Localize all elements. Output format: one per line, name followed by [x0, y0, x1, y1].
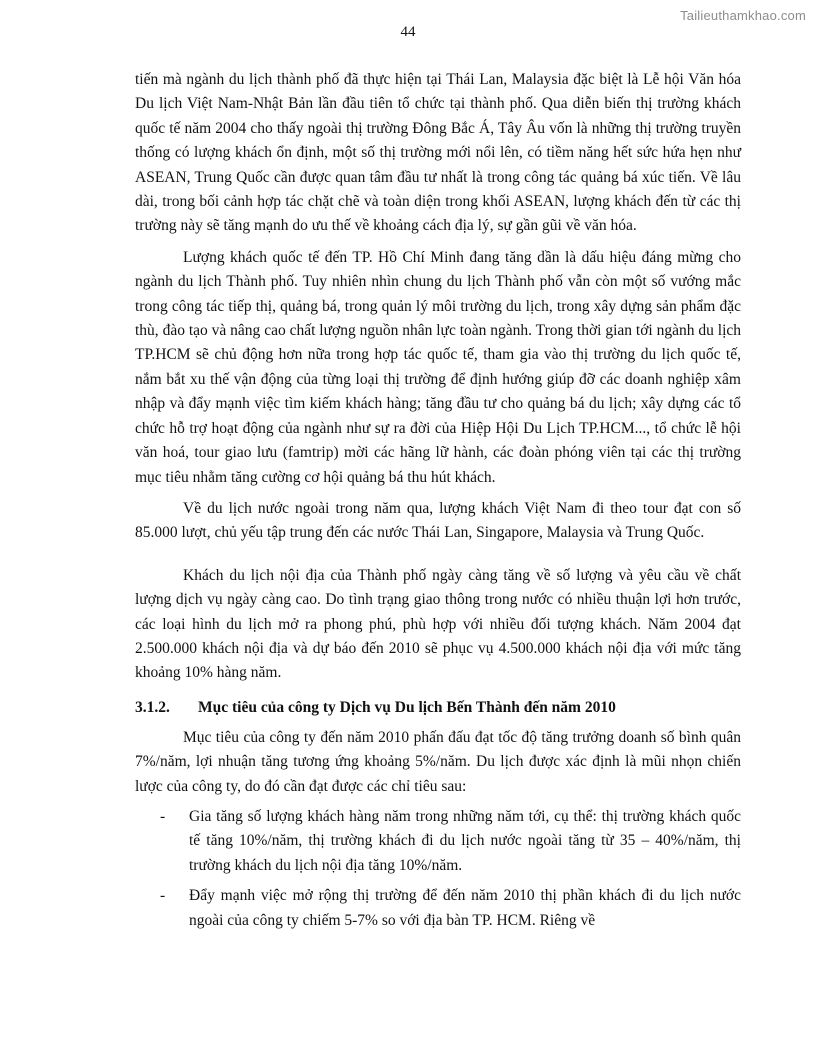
paragraph-domestic-tourism: Khách du lịch nội địa của Thành phố ngày càng tăng về số lượng và yêu cầu về chất lượng dịch vụ ngày càng cao. Do tình trạng giao thông trong nước có nhiều thuận lợi hơn trước, các loại hình du lịch mở ra phong phú, phù hợp với nhiều đối tượng khách. Năm 2004 đạt 2.500.000 khách nội địa và dự báo đến 2010 sẽ phục vụ 4.500.000 khách nội địa với mức tăng khoảng 10% hàng năm. [135, 566, 741, 682]
list-item [135, 884, 741, 933]
document-body [135, 68, 741, 933]
bullet-dash: - [160, 887, 166, 905]
section-number: 3.1.2. [135, 698, 170, 716]
paragraph-objectives-intro: Mục tiêu của công ty đến năm 2010 phấn đấu đạt tốc độ tăng trưởng doanh số bình quân 7%/năm, lợi nhuận tăng tương ứng khoảng 5%/năm. Du lịch được xác định là mũi nhọn chiến lược của công ty, do đó cần đạt được các chỉ tiêu sau: [135, 728, 741, 795]
list-item-text: Gia tăng số lượng khách hàng năm trong những năm tới, cụ thể: thị trường khách quốc tế tăng 10%/năm, thị trường khách đi du lịch nước ngoài tăng từ 35 – 40%/năm, thị trường khách du lịch nội địa tăng 10%/năm. [189, 807, 741, 874]
bullet-dash: - [160, 807, 166, 825]
list-item-text: Đẩy mạnh việc mở rộng thị trường để đến năm 2010 thị phần khách đi du lịch nước ngoài của công ty chiếm 5-7% so với địa bàn TP. HCM. Riêng về [189, 887, 741, 929]
section-heading [135, 696, 741, 720]
page-number: 44 [400, 24, 416, 40]
paragraph-outbound-tourism: Về du lịch nước ngoài trong năm qua, lượng khách Việt Nam đi theo tour đạt con số 85.000 lượt, chủ yếu tập trung đến các nước Thái Lan, Singapore, Malaysia và Trung Quốc. [135, 499, 741, 542]
paragraph-continuation: tiến mà ngành du lịch thành phố đã thực hiện tại Thái Lan, Malaysia đặc biệt là Lễ hội Văn hóa Du lịch Việt Nam-Nhật Bản lần đầu tiên tổ chức tại thành phố. Qua diễn biến thị trường khách quốc tế năm 2004 cho thấy ngoài thị trường Đông Bắc Á, Tây Âu vốn là những thị trường truyền thống có lượng khách ổn định, một số thị trường mới nổi lên, có tiềm năng hết sức hứa hẹn như ASEAN, Trung Quốc cần được quan tâm đầu tư nhất là trong công tác quảng bá xúc tiến. Về lâu dài, trong bối cảnh hợp tác chặt chẽ và toàn diện trong khối ASEAN, lượng khách đến từ các thị trường này sẽ tăng mạnh do ưu thế về khoảng cách địa lý, sự gần gũi về văn hóa. [135, 71, 741, 235]
section-title: Mục tiêu của công ty Dịch vụ Du lịch Bến Thành đến năm 2010 [198, 698, 616, 716]
list-item [135, 805, 741, 878]
paragraph-international-visitors: Lượng khách quốc tế đến TP. Hồ Chí Minh đang tăng dần là dấu hiệu đáng mừng cho ngành du lịch Thành phố. Tuy nhiên nhìn chung du lịch Thành phố vẫn còn một số vướng mắc trong công tác tiếp thị, quảng bá, trong quản lý môi trường du lịch, trong xây dựng sản phẩm đặc thù, đào tạo và nâng cao chất lượng nguồn nhân lực toàn ngành. Trong thời gian tới ngành du lịch TP.HCM sẽ chủ động hơn nữa trong hợp tác quốc tế, tham gia vào thị trường du lịch quốc tế, nắm bắt xu thế vận động của từng loại thị trường để định hướng giúp đỡ các doanh nghiệp xâm nhập và đẩy mạnh việc tìm kiếm khách hàng; tăng đầu tư cho quảng bá du lịch; xây dựng các tổ chức hỗ trợ hoạt động của ngành như sự ra đời của Hiệp Hội Du Lịch TP.HCM..., tổ chức lễ hội văn hoá, tour giao lưu (famtrip) mời các hãng lữ hành, các đoàn phóng viên tại các thị trường mục tiêu nhằm tăng cường cơ hội quảng bá thu hút khách. [135, 248, 741, 486]
watermark: Tailieuthamkhao.com [680, 8, 806, 23]
